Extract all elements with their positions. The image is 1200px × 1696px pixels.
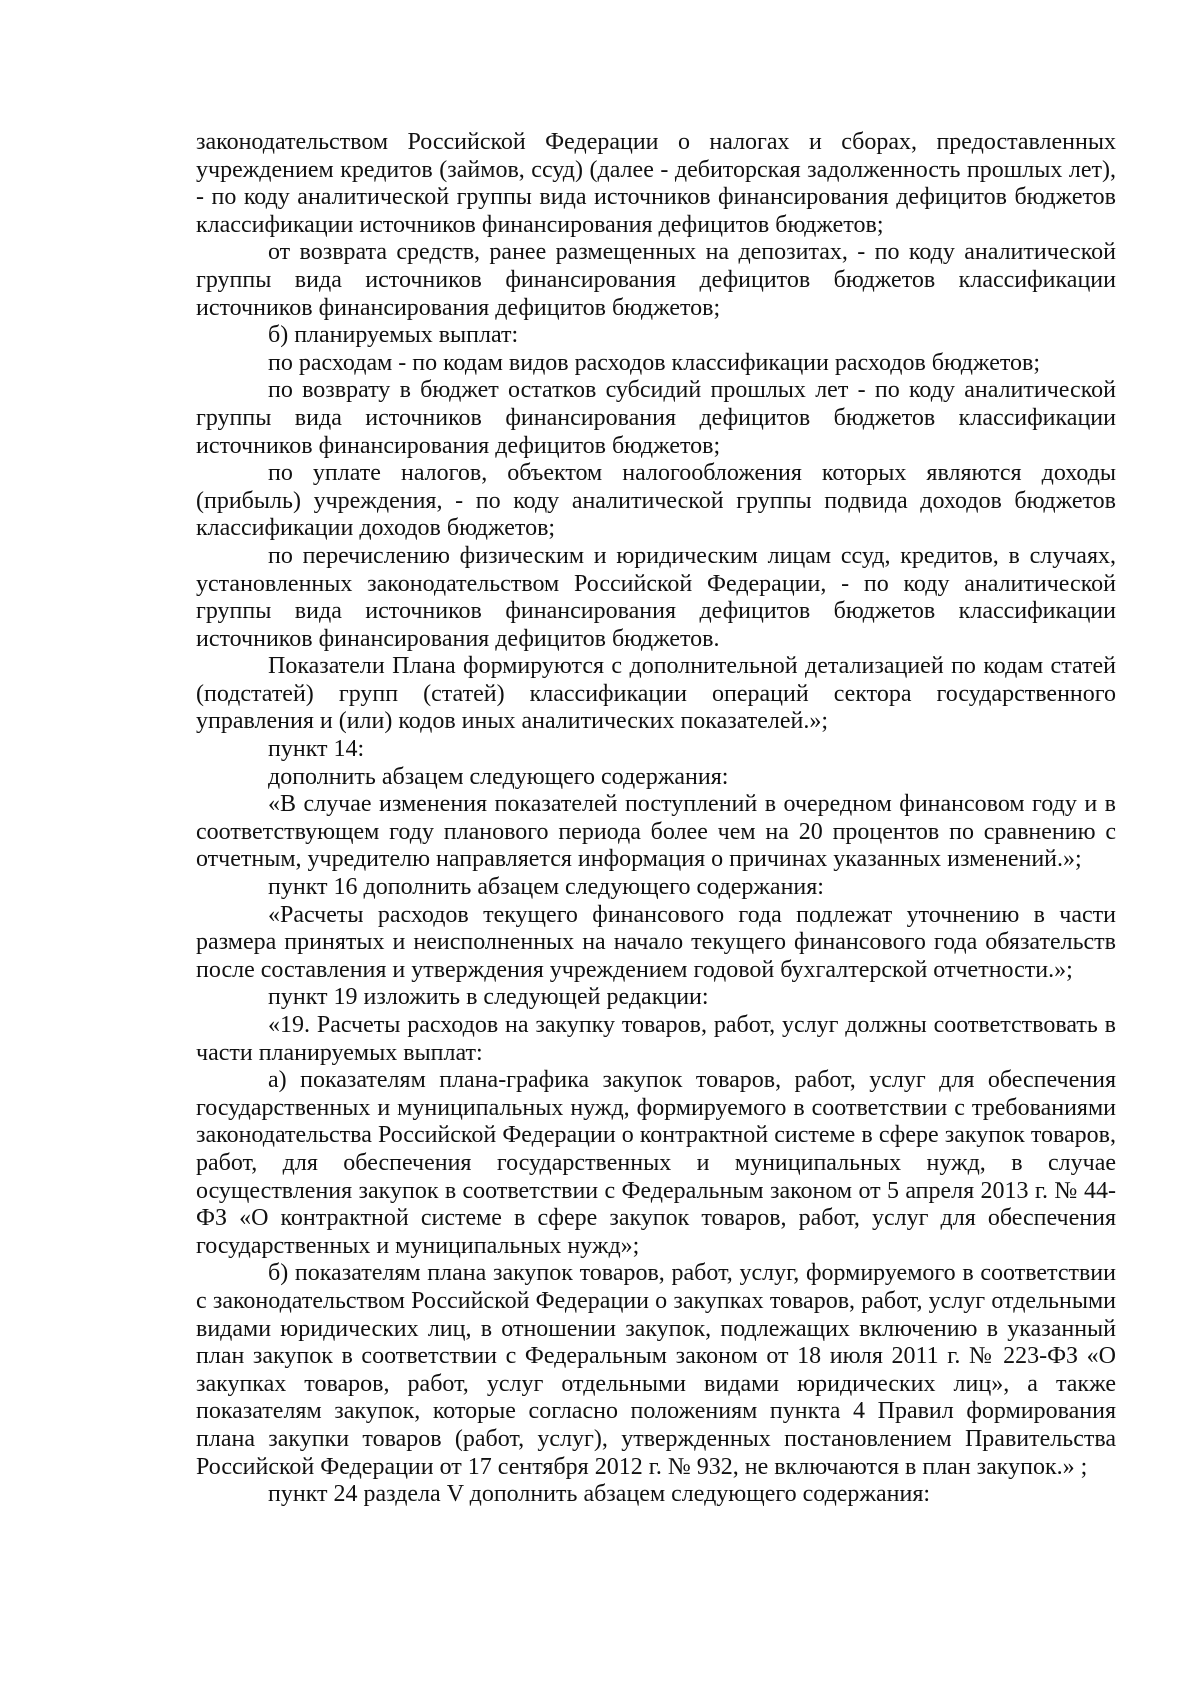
paragraph: по уплате налогов, объектом налогообложения которых являются доходы (прибыль) учреждения, - по коду аналитической группы подвида доходов бюджетов классификации доходов бюджетов; <box>196 460 1116 542</box>
paragraph: от возврата средств, ранее размещенных на депозитах, - по коду аналитической группы вида источников финансирования дефицитов бюджетов классификации источников финансирования дефицитов бюджетов; <box>196 239 1116 321</box>
paragraph: а) показателям плана-графика закупок товаров, работ, услуг для обеспечения государственных и муниципальных нужд, формируемого в соответствии с требованиями законодательства Российской Федерации о контрактной системе в сфере закупок товаров, работ, для обеспечения государственных и муниципальных нужд, в случае осуществления закупок в соответствии с Федеральным законом от 5 апреля 2013 г. № 44-ФЗ «О контрактной системе в сфере закупок товаров, работ, услуг для обеспечения государственных и муниципальных нужд»; <box>196 1067 1116 1259</box>
paragraph: пункт 19 изложить в следующей редакции: <box>268 984 709 1011</box>
paragraph: по перечислению физическим и юридическим лицам ссуд, кредитов, в случаях, установленных законодательством Российской Федерации, - по коду аналитической группы вида источников финансирования дефицитов бюджетов классификации источников финансирования дефицитов бюджетов. <box>196 542 1116 652</box>
paragraph: б) планируемых выплат: <box>268 322 519 349</box>
paragraph: «19. Расчеты расходов на закупку товаров, работ, услуг должны соответствовать в части планируемых выплат: <box>196 1012 1116 1066</box>
paragraph: «Расчеты расходов текущего финансового года подлежат уточнению в части размера принятых и неисполненных на начало текущего финансового года обязательств после составления и утверждения учреждением годовой бухгалтерской отчетности.»; <box>196 901 1116 983</box>
paragraph: б) показателям плана закупок товаров, работ, услуг, формируемого в соответствии с законодательством Российской Федерации о закупках товаров, работ, услуг отдельными видами юридических лиц, в отношении закупок, подлежащих включению в указанный план закупок в соответствии с Федеральным законом от 18 июля 2011 г. № 223-ФЗ «О закупках товаров, работ, услуг отдельными видами юридических лиц», а также показателям закупок, которые согласно положениям пункта 4 Правил формирования плана закупки товаров (работ, услуг), утвержденных постановлением Правительства Российской Федерации от 17 сентября 2012 г. № 932, не включаются в план закупок.» ; <box>196 1260 1116 1480</box>
paragraph-continuation: законодательством Российской Федерации о налогах и сборах, предоставленных учреждением кредитов (займов, ссуд) (далее - дебиторская задолженность прошлых лет), - по коду аналитической группы вида источников финансирования дефицитов бюджетов классификации источников финансирования дефицитов бюджетов; <box>196 129 1116 238</box>
paragraph: пункт 24 раздела V дополнить абзацем следующего содержания: <box>268 1481 931 1508</box>
document-page <box>196 129 1116 1509</box>
paragraph: пункт 16 дополнить абзацем следующего содержания: <box>268 874 824 901</box>
paragraph: по расходам - по кодам видов расходов классификации расходов бюджетов; <box>268 349 1041 376</box>
paragraph: Показатели Плана формируются с дополнительной детализацией по кодам статей (подстатей) групп (статей) классификации операций сектора государственного управления и (или) кодов иных аналитических показателей.»; <box>196 653 1116 735</box>
paragraph: по возврату в бюджет остатков субсидий прошлых лет - по коду аналитической группы вида источников финансирования дефицитов бюджетов классификации источников финансирования дефицитов бюджетов; <box>196 377 1116 459</box>
paragraph: пункт 14: <box>268 736 365 763</box>
paragraph: «В случае изменения показателей поступлений в очередном финансовом году и в соответствующем году планового периода более чем на 20 процентов по сравнению с отчетным, учредителю направляется информация о причинах указанных изменений.»; <box>196 791 1116 873</box>
paragraph: дополнить абзацем следующего содержания: <box>268 763 729 790</box>
